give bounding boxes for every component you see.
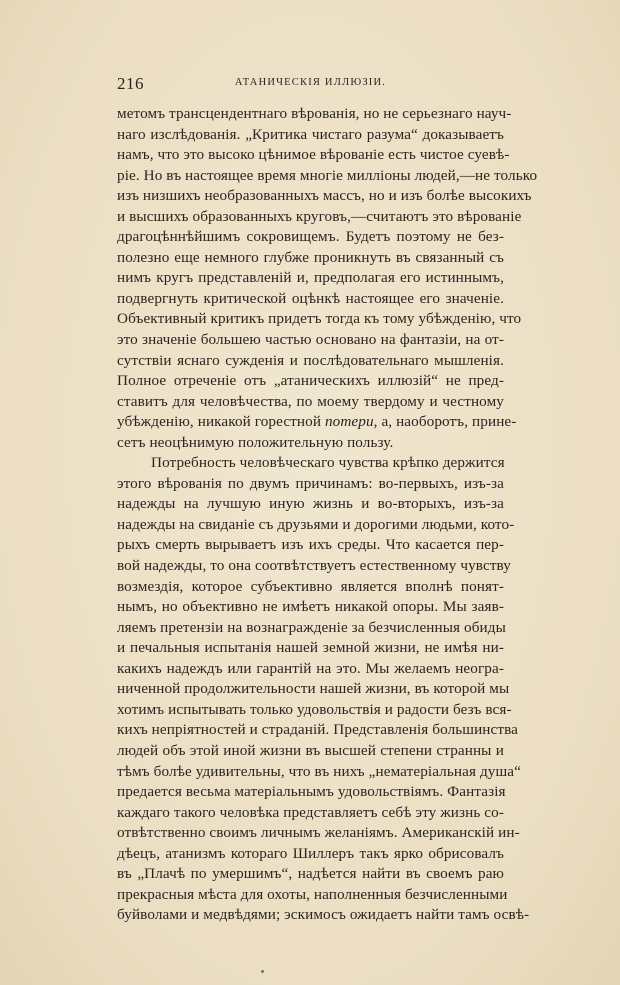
text-line: наго изслѣдованія. „Критика чистаго разума“ доказываетъ <box>117 125 504 143</box>
text-line: надежды на лучшую иную жизнь и во-вторыхъ, изъ-за <box>117 495 504 513</box>
text-line: предается весьма матеріальнымъ удовольствіямъ. Фантазія <box>117 783 506 801</box>
text-line: кихъ непріятностей и страданій. Представленія большинства <box>117 721 519 739</box>
text-line: этого вѣрованія по двумъ причинамъ: во-первыхъ, изъ-за <box>117 474 504 492</box>
text-line: намъ, что это высоко цѣнимое вѣрованіе есть чистое суевѣ- <box>117 146 510 164</box>
text-fragment: , а, наоборотъ, прине- <box>373 413 517 431</box>
text-line: возмездія, которое субъективно является вполнѣ понят- <box>117 577 504 595</box>
text-line: Потребность человѣческаго чувства крѣпко держится <box>151 454 505 472</box>
text-line: ниченной продолжительности нашей жизни, въ которой мы <box>117 680 510 698</box>
page-number: 216 <box>117 74 144 93</box>
text-line: ставитъ для человѣчества, по моему твердому и честному <box>117 392 504 410</box>
text-line: людей объ этой иной жизни въ высшей степени странны и <box>117 741 504 759</box>
text-line: въ „Плачѣ по умершимъ“, надѣется найти въ своемъ раю <box>117 865 504 883</box>
text-line: надежды на свиданіе съ друзьями и дорогими людьми, кото- <box>117 515 515 533</box>
paragraph-1 <box>117 104 538 453</box>
text-fragment: убѣжденію, никакой горестной <box>117 413 325 431</box>
printer-mark <box>261 970 264 973</box>
paragraph-2 <box>117 453 530 926</box>
text-line: ріе. Но въ настоящее время многіе милліоны людей,—не только <box>117 166 538 184</box>
text-line: ляемъ претензіи на вознагражденіе за безчисленныя обиды <box>117 618 506 636</box>
text-line: вой надежды, то она соотвѣтствуетъ естественному чувству <box>117 557 511 575</box>
text-line: драгоцѣннѣйшимъ сокровищемъ. Будетъ поэтому не без- <box>117 228 504 246</box>
text-line: нимъ кругъ представленій и, предполагая его истиннымъ, <box>117 269 504 287</box>
text-line: Полное отреченіе отъ „атаническихъ иллюзій“ не пред- <box>117 372 504 390</box>
text-line: сетъ неоцѣнимую положительную пользу. <box>117 433 394 451</box>
text-line: рыхъ смерть вырываетъ изъ ихъ среды. Что касается пер- <box>117 536 504 554</box>
text-line: и высшихъ образованныхъ круговъ,—считаютъ это вѣрованіе <box>117 207 522 225</box>
text-line: метомъ трансцендентнаго вѣрованія, но не серьезнаго науч- <box>117 105 512 122</box>
text-line-with-emphasis <box>117 412 517 433</box>
text-line: дѣецъ, атанизмъ котораго Шиллеръ такъ ярко обрисовалъ <box>117 844 504 862</box>
text-line: подвергнуть критической оцѣнкѣ настоящее его значеніе. <box>117 289 504 307</box>
text-line: прекрасныя мѣста для охоты, наполненныя безчисленными <box>117 885 508 903</box>
text-line: это значеніе большею частью основано на фантазіи, на от- <box>117 331 504 349</box>
text-line: сутствіи яснаго сужденія и послѣдовательнаго мышленія. <box>117 351 504 369</box>
page-header <box>117 74 504 96</box>
text-line: нымъ, но объективно не имѣетъ никакой опоры. Мы заяв- <box>117 598 504 616</box>
text-line: тѣмъ болѣе удивительны, что въ нихъ „нематеріальная душа“ <box>117 762 521 780</box>
text-line: отвѣтственно своимъ личнымъ желаніямъ. Американскій ин- <box>117 824 520 842</box>
text-line: Объективный критикъ придетъ тогда къ тому убѣжденію, что <box>117 310 522 328</box>
body-text <box>117 104 538 926</box>
text-line: и печальныя испытанія нашей земной жизни, не имѣя ни- <box>117 639 504 657</box>
text-line: буйволами и медвѣдями; эскимосъ ожидаетъ найти тамъ освѣ- <box>117 906 530 924</box>
text-line: хотимъ испытывать только удовольствія и радости безъ вся- <box>117 700 512 718</box>
text-line: полезно еще немного глубже проникнуть въ связанный съ <box>117 248 504 266</box>
text-line: какихъ надеждъ или гарантій на это. Мы желаемъ неогра- <box>117 659 504 677</box>
running-title: АТАНИЧЕСКІЯ ИЛЛЮЗІИ. <box>234 77 387 88</box>
text-line: каждаго такого человѣка представляетъ себѣ эту жизнь со- <box>117 803 504 821</box>
emphasized-word: потери <box>324 413 374 431</box>
text-line: изъ низшихъ необразованныхъ массъ, но и изъ болѣе высокихъ <box>117 187 532 205</box>
